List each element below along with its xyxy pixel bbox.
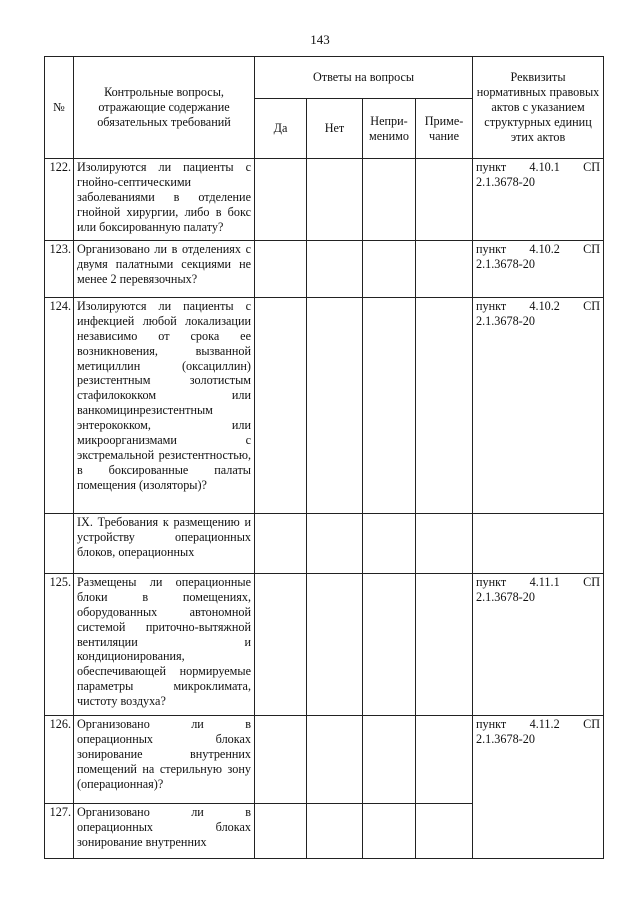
answer-no-cell [307, 241, 363, 298]
answer-yes-cell [255, 298, 307, 514]
row-requisite: пункт 4.10.1 СП 2.1.3678-20 [473, 159, 604, 241]
answer-note-cell [416, 574, 473, 716]
answer-na-cell [363, 804, 416, 859]
table-row [45, 298, 604, 514]
row-question: Изолируются ли пациенты с гнойно-септическими заболеваниями в отделение гнойной хирургии, либо в бокс или боксированную палату? [74, 159, 255, 241]
answer-na-cell [363, 241, 416, 298]
header-not-applicable: Непри-менимо [363, 99, 416, 159]
answer-na-cell [363, 514, 416, 574]
answer-no-cell [307, 804, 363, 859]
row-number: 123. [45, 241, 74, 298]
answer-yes-cell [255, 514, 307, 574]
row-number: 122. [45, 159, 74, 241]
row-question: Организовано ли в операционных блоках зонирование внутренних помещений на стерильную зону (операционная)? [74, 716, 255, 804]
section-row [45, 514, 604, 574]
row-number: 127. [45, 804, 74, 859]
row-question: Организовано ли в операционных блоках зонирование внутренних [74, 804, 255, 859]
row-number: 126. [45, 716, 74, 804]
row-question: Организовано ли в отделениях с двумя палатными секциями не менее 2 перевязочных? [74, 241, 255, 298]
table-row [45, 716, 604, 804]
answer-na-cell [363, 574, 416, 716]
answer-yes-cell [255, 804, 307, 859]
row-requisite: пункт 4.10.2 СП 2.1.3678-20 [473, 298, 604, 514]
row-number: 125. [45, 574, 74, 716]
header-yes: Да [255, 99, 307, 159]
row-requisite: пункт 4.11.1 СП 2.1.3678-20 [473, 574, 604, 716]
answer-note-cell [416, 241, 473, 298]
answer-yes-cell [255, 574, 307, 716]
answer-no-cell [307, 159, 363, 241]
header-number: № [45, 57, 74, 159]
row-question: Изолируются ли пациенты с инфекцией любой локализации независимо от срока ее возникновения, вызванной метициллин (оксациллин) резистентным золотистым стафилококком или ванкомицинрезистентным энтерококком, или микроорганизмами с экстремальной резистентностью, в боксированные палаты помещения (изоляторы)? [74, 298, 255, 514]
table-row [45, 574, 604, 716]
answer-note-cell [416, 804, 473, 859]
checklist-table [44, 56, 604, 859]
header-note: Приме-чание [416, 99, 473, 159]
section-requisite-cell [473, 514, 604, 574]
answer-na-cell [363, 159, 416, 241]
answer-no-cell [307, 514, 363, 574]
header-row-top [45, 57, 604, 99]
answer-na-cell [363, 716, 416, 804]
answer-no-cell [307, 716, 363, 804]
header-answers: Ответы на вопросы [255, 57, 473, 99]
row-requisite: пункт 4.11.2 СП 2.1.3678-20 [473, 716, 604, 859]
header-question: Контрольные вопросы, отражающие содержание обязательных требований [74, 57, 255, 159]
row-question: Размещены ли операционные блоки в помещениях, оборудованных автономной системой приточно-вытяжной вентиляции и кондиционирования, обеспечивающей нормируемые параметры микроклимата, чистоту воздуха? [74, 574, 255, 716]
answer-note-cell [416, 159, 473, 241]
row-requisite: пункт 4.10.2 СП 2.1.3678-20 [473, 241, 604, 298]
table-row [45, 159, 604, 241]
section-title: IX. Требования к размещению и устройству операционных блоков, операционных [74, 514, 255, 574]
row-number: 124. [45, 298, 74, 514]
answer-no-cell [307, 298, 363, 514]
answer-yes-cell [255, 241, 307, 298]
answer-yes-cell [255, 716, 307, 804]
answer-note-cell [416, 716, 473, 804]
answer-na-cell [363, 298, 416, 514]
answer-no-cell [307, 574, 363, 716]
header-no: Нет [307, 99, 363, 159]
answer-yes-cell [255, 159, 307, 241]
section-number-cell [45, 514, 74, 574]
header-requisites: Реквизиты нормативных правовых актов с указанием структурных единиц этих актов [473, 57, 604, 159]
answer-note-cell [416, 298, 473, 514]
answer-note-cell [416, 514, 473, 574]
page-number: 143 [310, 32, 330, 47]
table-row [45, 241, 604, 298]
